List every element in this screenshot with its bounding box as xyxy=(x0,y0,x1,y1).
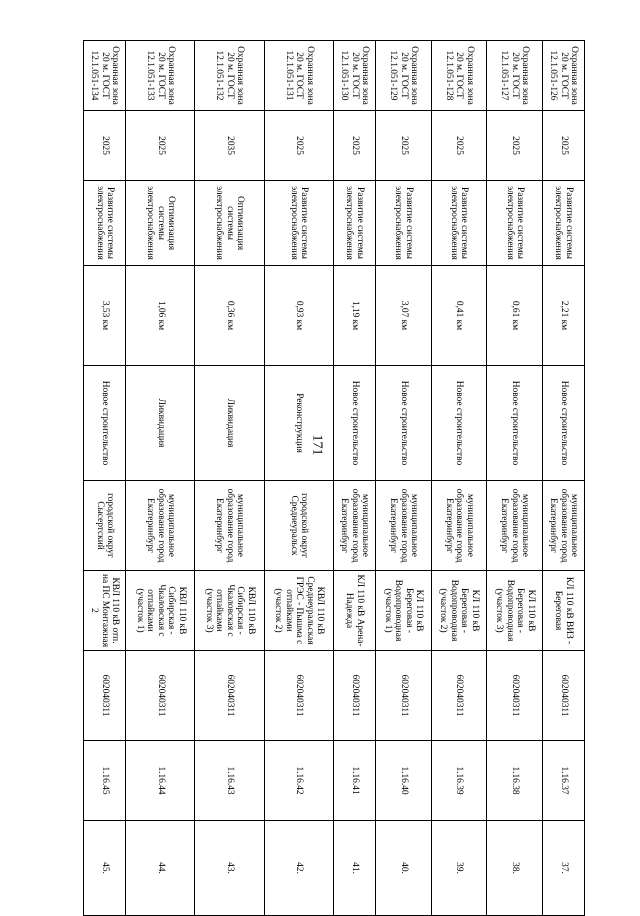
territory-cell: муниципальное образование город Екатеринбург xyxy=(195,481,264,571)
code-cell: 1.16.39 xyxy=(431,741,487,821)
row-number-cell: 37. xyxy=(542,821,584,916)
table-row xyxy=(195,41,264,916)
object-name-cell: КЛ 110 кВ Береговая - Водопроводная (участок 1) xyxy=(375,571,431,651)
work-type-cell: Новое строительство xyxy=(375,366,431,481)
purpose-cell: Развитие системы электроснабжения xyxy=(542,181,584,266)
length-cell: 1,19 км xyxy=(333,266,375,366)
protection-zone-cell: Охранная зона 20 м. ГОСТ 12.1.051-130 xyxy=(333,41,375,111)
object-id-cell: 602040311 xyxy=(195,651,264,741)
code-cell: 1.16.38 xyxy=(487,741,543,821)
object-id-cell: 602040311 xyxy=(431,651,487,741)
table-row xyxy=(542,41,584,916)
territory-cell: городской округ Сысертский xyxy=(84,481,126,571)
object-id-cell: 602040311 xyxy=(84,651,126,741)
purpose-cell: Развитие системы электроснабжения xyxy=(333,181,375,266)
length-cell: 1,06 км xyxy=(126,266,195,366)
protection-zone-cell: Охранная зона 20 м. ГОСТ 12.1.051-133 xyxy=(126,41,195,111)
year-cell: 2025 xyxy=(333,111,375,181)
table-row xyxy=(333,41,375,916)
table-row xyxy=(487,41,543,916)
code-cell: 1.16.37 xyxy=(542,741,584,821)
territory-cell: муниципальное образование город Екатеринбург xyxy=(487,481,543,571)
territory-cell: муниципальное образование город Екатеринбург xyxy=(126,481,195,571)
territory-cell: городской округ Среднеуральск xyxy=(264,481,333,571)
length-cell: 0,41 км xyxy=(431,266,487,366)
object-name-cell: КВЛ 110 кВ Сибирская - Чкаловская с отпайками (участок 1) xyxy=(126,571,195,651)
object-id-cell: 602040311 xyxy=(487,651,543,741)
purpose-cell: Развитие системы электроснабжения xyxy=(487,181,543,266)
purpose-cell: Оптимизация системы электроснабжения xyxy=(126,181,195,266)
territory-cell: муниципальное образование город Екатеринбург xyxy=(431,481,487,571)
page-number: 171 xyxy=(309,434,325,456)
year-cell: 2025 xyxy=(126,111,195,181)
length-cell: 0,93 км xyxy=(264,266,333,366)
work-type-cell: Новое строительство xyxy=(84,366,126,481)
purpose-cell: Развитие системы электроснабжения xyxy=(375,181,431,266)
code-cell: 1.16.40 xyxy=(375,741,431,821)
object-name-cell: КВЛ 110 кВ Сибирская - Чкаловская с отпайками (участок 3) xyxy=(195,571,264,651)
purpose-cell: Развитие системы электроснабжения xyxy=(264,181,333,266)
protection-zone-cell: Охранная зона 20 м. ГОСТ 12.1.051-131 xyxy=(264,41,333,111)
year-cell: 2035 xyxy=(195,111,264,181)
year-cell: 2025 xyxy=(431,111,487,181)
territory-cell: муниципальное образование город Екатеринбург xyxy=(333,481,375,571)
purpose-cell: Оптимизация системы электроснабжения xyxy=(195,181,264,266)
row-number-cell: 45. xyxy=(84,821,126,916)
work-type-cell: Новое строительство xyxy=(542,366,584,481)
protection-zone-cell: Охранная зона 20 м. ГОСТ 12.1.051-132 xyxy=(195,41,264,111)
table-row xyxy=(126,41,195,916)
row-number-cell: 40. xyxy=(375,821,431,916)
protection-zone-cell: Охранная зона 20 м. ГОСТ 12.1.051-129 xyxy=(375,41,431,111)
purpose-cell: Развитие системы электроснабжения xyxy=(84,181,126,266)
year-cell: 2025 xyxy=(375,111,431,181)
row-number-cell: 43. xyxy=(195,821,264,916)
length-cell: 2,21 км xyxy=(542,266,584,366)
work-type-cell: Ликвидация xyxy=(126,366,195,481)
work-type-cell: Новое строительство xyxy=(333,366,375,481)
protection-zone-cell: Охранная зона 20 м. ГОСТ 12.1.051-134 xyxy=(84,41,126,111)
year-cell: 2025 xyxy=(84,111,126,181)
territory-cell: муниципальное образование город Екатеринбург xyxy=(542,481,584,571)
table-row xyxy=(264,41,333,916)
protection-zone-cell: Охранная зона 20 м. ГОСТ 12.1.051-127 xyxy=(487,41,543,111)
row-number-cell: 44. xyxy=(126,821,195,916)
table-row xyxy=(375,41,431,916)
length-cell: 3,07 км xyxy=(375,266,431,366)
object-name-cell: КЛ 110 кВ ВИЗ - Береговая xyxy=(542,571,584,651)
table-row xyxy=(431,41,487,916)
year-cell: 2025 xyxy=(487,111,543,181)
year-cell: 2025 xyxy=(264,111,333,181)
length-cell: 0,61 км xyxy=(487,266,543,366)
work-type-cell: Новое строительство xyxy=(431,366,487,481)
object-id-cell: 602040311 xyxy=(542,651,584,741)
object-name-cell: КВЛ 110 кВ Среднеуральская ГРЭС - Пышма с отпайками (участок 2) xyxy=(264,571,333,651)
protection-zone-cell: Охранная зона 20 м. ГОСТ 12.1.051-128 xyxy=(431,41,487,111)
code-cell: 1.16.42 xyxy=(264,741,333,821)
row-number-cell: 38. xyxy=(487,821,543,916)
data-table xyxy=(83,40,585,916)
work-type-cell: Ликвидация xyxy=(195,366,264,481)
row-number-cell: 41. xyxy=(333,821,375,916)
table-row xyxy=(84,41,126,916)
object-name-cell: КЛ 110 кВ Арена-Надежда xyxy=(333,571,375,651)
length-cell: 0,36 км xyxy=(195,266,264,366)
code-cell: 1.16.45 xyxy=(84,741,126,821)
territory-cell: муниципальное образование город Екатеринбург xyxy=(375,481,431,571)
length-cell: 3,53 км xyxy=(84,266,126,366)
row-number-cell: 39. xyxy=(431,821,487,916)
code-cell: 1.16.43 xyxy=(195,741,264,821)
protection-zone-cell: Охранная зона 20 м. ГОСТ 12.1.051-126 xyxy=(542,41,584,111)
object-id-cell: 602040311 xyxy=(333,651,375,741)
object-id-cell: 602040311 xyxy=(264,651,333,741)
code-cell: 1.16.44 xyxy=(126,741,195,821)
code-cell: 1.16.41 xyxy=(333,741,375,821)
work-type-cell: Реконструкция xyxy=(264,366,333,481)
object-name-cell: КЛ 110 кВ Береговая - Водопроводная (участок 3) xyxy=(487,571,543,651)
year-cell: 2025 xyxy=(542,111,584,181)
object-id-cell: 602040311 xyxy=(126,651,195,741)
purpose-cell: Развитие системы электроснабжения xyxy=(431,181,487,266)
object-name-cell: КЛ 110 кВ Береговая - Водопроводная (участок 2) xyxy=(431,571,487,651)
row-number-cell: 42. xyxy=(264,821,333,916)
object-id-cell: 602040311 xyxy=(375,651,431,741)
work-type-cell: Новое строительство xyxy=(487,366,543,481)
object-name-cell: КВЛ 110 кВ отп. на ПС Монтажная 2 xyxy=(84,571,126,651)
table-container xyxy=(83,40,585,874)
